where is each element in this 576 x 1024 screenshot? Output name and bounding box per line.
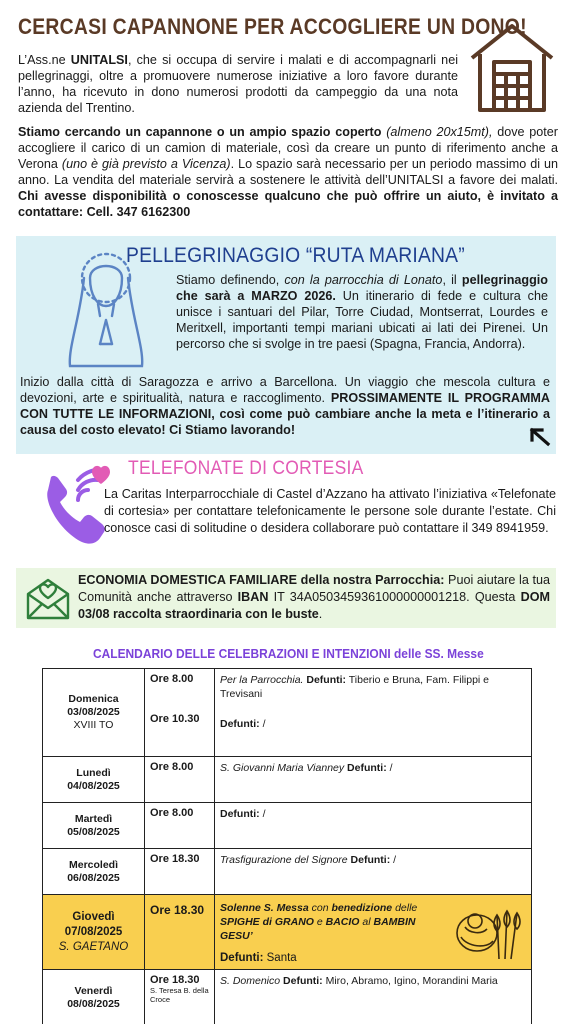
desc-cell bbox=[215, 803, 532, 849]
day-date: 06/08/2025 bbox=[67, 871, 120, 884]
calendar-table bbox=[42, 668, 532, 1024]
calls-section bbox=[16, 456, 556, 564]
time-2: Ore 10.30 bbox=[150, 713, 200, 725]
warehouse-paragraph-1 bbox=[18, 52, 458, 116]
time-cell bbox=[145, 669, 215, 757]
economy-section bbox=[16, 568, 556, 628]
day-name: Venerdì bbox=[74, 984, 113, 997]
eco-bold2: DOM 03/08 raccolta straordinaria con le buste bbox=[78, 590, 550, 621]
p1-org: UNITALSI bbox=[70, 53, 128, 67]
p1-intro: L’Ass.ne bbox=[18, 53, 71, 67]
day-date: 05/08/2025 bbox=[67, 825, 120, 838]
desc-text: Tiberio e Bruna, Fam. Filippi e Trevisani bbox=[220, 674, 490, 700]
calls-title: TELEFONATE DI CORTESIA bbox=[128, 458, 364, 479]
eco-iban-label: IBAN bbox=[237, 590, 269, 604]
day-date: 08/08/2025 bbox=[67, 997, 120, 1010]
pil-t1: Stiamo definendo, bbox=[176, 273, 285, 287]
desc-s10: BAMBIN GESU’ bbox=[220, 916, 416, 942]
day-cell bbox=[43, 803, 145, 849]
day-name: Mercoledì bbox=[68, 858, 118, 871]
pilgrimage-title: PELLEGRINAGGIO “RUTA MARIANA” bbox=[126, 244, 465, 267]
p2-contact: Chi avesse disponibilità o conoscesse qualcuno che può offrire un aiuto, è invitato a contattare: Cell. 347 6162300 bbox=[18, 189, 558, 219]
desc-s9: al bbox=[359, 916, 374, 928]
time-1: Ore 18.30 bbox=[150, 853, 200, 865]
desc-s7: e bbox=[313, 916, 326, 928]
p2-text1: dove poter accogliere il carico di un camion di materiale, così da creare un punto di riferimento anche a Verona bbox=[18, 125, 558, 171]
desc-label: Defunti: bbox=[347, 854, 391, 866]
eco-end: . bbox=[318, 607, 323, 621]
desc-italic: S. Domenico bbox=[220, 975, 281, 987]
calendar-title bbox=[0, 646, 576, 661]
desc-s1: Solenne S. Messa bbox=[220, 902, 309, 914]
desc-text: / bbox=[259, 808, 266, 820]
day-cell bbox=[43, 970, 145, 1024]
desc-label-2: Defunti: bbox=[220, 718, 260, 730]
desc-text: Miro, Abramo, Igino, Morandini Maria bbox=[322, 975, 498, 987]
envelope-heart-icon bbox=[24, 574, 72, 622]
eco-iban: IT 34A0503459361000000001218. bbox=[268, 590, 470, 604]
desc-text: Santa bbox=[263, 952, 297, 964]
desc-label: Defunti: bbox=[220, 808, 260, 820]
desc-italic: Trasfigurazione del Signore bbox=[220, 854, 348, 866]
day-name: Lunedì bbox=[76, 766, 111, 779]
time-cell bbox=[145, 803, 215, 849]
desc-cell bbox=[215, 669, 532, 757]
time-cell bbox=[145, 757, 215, 803]
day-date: 04/08/2025 bbox=[67, 779, 120, 792]
pil-t4-bold1: PROSSIMAMENTE IL PROGRAMMA CON TUTTE LE INFORMAZIONI, bbox=[20, 391, 550, 421]
pilgrimage-section bbox=[16, 236, 556, 454]
time-cell bbox=[145, 970, 215, 1024]
eco-bold: ECONOMIA DOMESTICA FAMILIARE della nostra Parrocchia: bbox=[78, 573, 445, 587]
p2-text2: . Lo spazio sarà necessario per un periodo massimo di un anno. La vendita del materiale servirà a sostenere le attività dell’UNITALSI a favore dei malati. bbox=[18, 157, 558, 187]
desc-cell bbox=[215, 849, 532, 895]
calendar-title-text: CALENDARIO DELLE CELEBRAZIONI E INTENZIONI delle SS. Messe bbox=[92, 646, 484, 661]
desc-s8: BACIO bbox=[325, 916, 360, 928]
table-row bbox=[43, 970, 532, 1024]
desc-italic: Per la Parrocchia. bbox=[220, 674, 304, 686]
table-row bbox=[43, 669, 532, 757]
time-1: Ore 8.00 bbox=[150, 807, 194, 819]
pil-t4: Inizio dalla città di Saragozza e arrivo a Barcellona. Un viaggio che mescola cultura e devozioni, arte e spiritualità, natura e raccoglimento. bbox=[20, 375, 550, 405]
p2-bold: Stiamo cercando un capannone o un ampio spazio coperto bbox=[18, 125, 382, 139]
time-cell bbox=[145, 895, 215, 970]
desc-italic: S. Giovanni Maria Vianney bbox=[220, 762, 345, 774]
desc-label: Defunti: bbox=[303, 674, 347, 686]
pilgrimage-body-2 bbox=[20, 374, 550, 438]
desc-cell bbox=[215, 970, 532, 1024]
economy-body bbox=[78, 572, 550, 623]
desc-text: / bbox=[386, 762, 393, 774]
p2-italic: (almeno 20x15mt), bbox=[381, 125, 493, 139]
desc-s5: SPIGHE bbox=[220, 916, 260, 928]
day-date: 07/08/2025 bbox=[64, 925, 123, 938]
desc-cell bbox=[215, 895, 532, 970]
p1-text: , che si occupa di servire i malati e di accompagnarli nei pellegrinaggi, oltre a promuovere numerose iniziative a loro favore durante l’anno, ha ricevuto in dono numerosi prodotti da campeggio da una nota azienda del Trentino. bbox=[18, 53, 458, 115]
time-cell bbox=[145, 849, 215, 895]
desc-s6: di GRANO bbox=[262, 916, 314, 928]
p2-italic2: (uno è già previsto a Vicenza) bbox=[61, 157, 231, 171]
day-cell bbox=[43, 895, 145, 970]
warehouse-paragraph-2 bbox=[18, 124, 558, 220]
pilgrimage-body-1 bbox=[176, 272, 548, 352]
desc-text: / bbox=[390, 854, 397, 866]
eco-text1: Puoi aiutare la tua Comunità anche attraverso bbox=[78, 573, 550, 604]
eco-text2: Questa bbox=[469, 590, 521, 604]
time-1: Ore 8.00 bbox=[150, 761, 194, 773]
desc-cell bbox=[215, 757, 532, 803]
desc-label: Defunti: bbox=[344, 762, 387, 774]
table-row bbox=[43, 803, 532, 849]
day-note: S. GAETANO bbox=[58, 940, 129, 953]
day-date: 03/08/2025 bbox=[67, 706, 120, 718]
day-name: Domenica bbox=[68, 693, 119, 705]
time-1: Ore 18.30 bbox=[150, 903, 205, 917]
pil-t4-bold2: così come può cambiare anche la meta e l’itinerario a causa del costo elevato! Ci Stiamo lavorando! bbox=[20, 407, 550, 437]
warehouse-icon bbox=[468, 22, 556, 114]
day-cell bbox=[43, 669, 145, 757]
warehouse-section bbox=[18, 14, 558, 220]
table-row-highlight bbox=[43, 895, 532, 970]
day-cell bbox=[43, 849, 145, 895]
desc-label: Defunti: bbox=[280, 975, 323, 987]
time-subnote: S. Teresa B. della Croce bbox=[150, 986, 209, 1004]
pil-t3: Un itinerario di fede e cultura che unisce i santuari del Pilar, Torre Ciudad, Montserrat, Lourdes e Meritxell, importanti tempi mariani ubicati ai lati dei Pirenei. Un percorso che si svolge in tre paesi (Spagna, Francia, Andorra). bbox=[176, 289, 548, 351]
desc-s4: delle bbox=[392, 902, 418, 914]
pil-t1-italic: con la parrocchia di Lonato bbox=[284, 273, 443, 287]
table-row bbox=[43, 849, 532, 895]
wheat-baby-icon bbox=[447, 897, 527, 961]
desc-s3: benedizione bbox=[331, 902, 393, 914]
calls-body: La Caritas Interparrocchiale di Castel d’Azzano ha attivato l’iniziativa «Telefonate di cortesia» per contattare telefonicamente le persone sole durante l’estate. Chi conosce casi di solitudine o desidera collaborare può contattare il 349 8941959. bbox=[104, 487, 556, 535]
time-1: Ore 18.30 bbox=[150, 974, 200, 986]
desc-text-2: / bbox=[259, 718, 266, 730]
pil-t2: , il bbox=[442, 273, 462, 287]
desc-s2: con bbox=[308, 902, 332, 914]
table-row bbox=[43, 757, 532, 803]
day-note: XVIII TO bbox=[73, 719, 114, 731]
warehouse-title: CERCASI CAPANNONE PER ACCOGLIERE UN DONO! bbox=[18, 14, 527, 39]
arrow-up-left-icon bbox=[528, 426, 552, 448]
desc-label: Defunti: bbox=[220, 952, 264, 964]
day-cell bbox=[43, 757, 145, 803]
pil-t2-bold: pellegrinaggio che sarà a MARZO 2026. bbox=[176, 273, 548, 303]
day-name: Giovedì bbox=[72, 910, 115, 923]
time-1: Ore 8.00 bbox=[150, 673, 194, 685]
day-name: Martedì bbox=[74, 812, 113, 825]
